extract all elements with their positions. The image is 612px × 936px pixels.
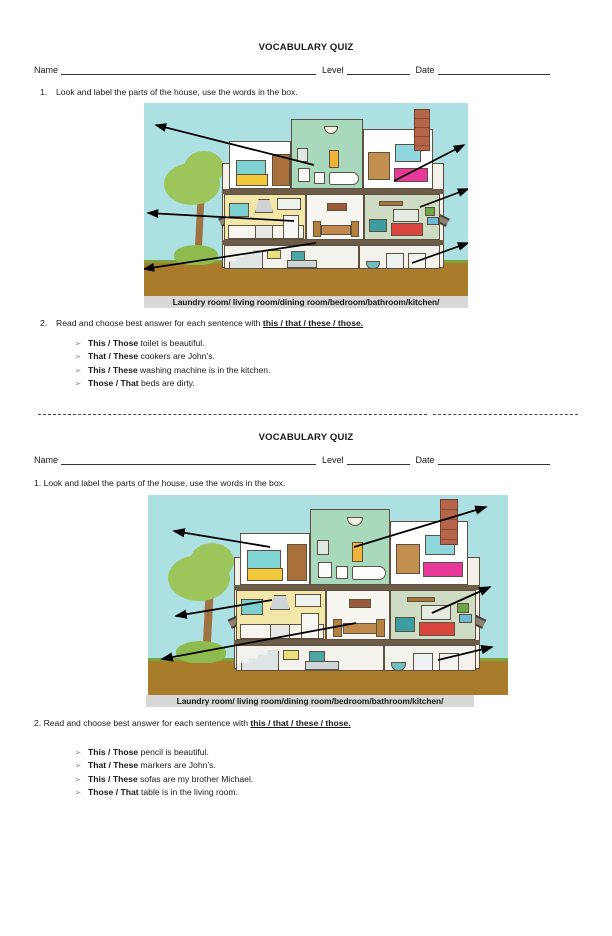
yellow-bed-1: [236, 174, 268, 186]
house-illustration-1: [144, 103, 468, 296]
date-input-2[interactable]: [438, 455, 550, 465]
page-separator: [38, 406, 578, 423]
dresser-1: [368, 152, 390, 180]
kitchen-window-1: [229, 203, 249, 217]
attic-bedroom-1: [229, 141, 291, 189]
basement-office-2: [236, 645, 384, 671]
page-title-1: VOCABULARY QUIZ: [258, 42, 354, 53]
list-item[interactable]: [68, 337, 578, 350]
task-2-emphasis-1: this / that / these / those.: [262, 318, 364, 328]
dining-table-1: [321, 225, 351, 235]
kitchen-1: [224, 194, 306, 240]
sentence-options[interactable]: This / Those: [88, 338, 139, 348]
wall-picture-1: [267, 250, 281, 259]
washing-machine-2: [413, 653, 433, 671]
name-label-2: Name: [34, 455, 59, 465]
dryer-2: [439, 653, 459, 671]
student-info-row-2: [34, 455, 578, 465]
list-item[interactable]: [68, 786, 578, 799]
dining-chair-left-1: [313, 221, 321, 237]
task-1-number-1: 1.: [40, 87, 48, 97]
bullet-icon: ➢: [74, 788, 82, 798]
task-1-text-1: Look and label the parts of the house, use the words in the box.: [56, 87, 298, 97]
page-title-2: VOCABULARY QUIZ: [258, 432, 354, 443]
range-hood-1: [255, 199, 273, 213]
sentence-options[interactable]: This / Those: [88, 747, 139, 757]
laundry-basket-1: [366, 261, 380, 269]
chimney-2: [440, 499, 458, 545]
range-hood-2: [270, 595, 290, 610]
desk-1: [287, 260, 317, 268]
task-1-instruction-1: [34, 87, 578, 97]
bullet-icon: ➢: [74, 774, 82, 784]
bush-2: [176, 641, 226, 663]
floor-lamp-1: [427, 217, 439, 225]
house-illustration-2: [148, 495, 508, 695]
computer-monitor-1: [291, 251, 305, 261]
word-box-2: Laundry room/ living room/dining room/bedroom/bathroom/kitchen/: [146, 695, 474, 707]
sentence-text: table is in the living room.: [138, 787, 238, 798]
toilet-2: [336, 566, 348, 579]
yellow-bed-2: [247, 568, 283, 581]
computer-monitor-2: [309, 651, 325, 662]
bush-1: [174, 245, 218, 265]
staircase-1: [229, 250, 263, 269]
sentence-list-1: [68, 337, 578, 391]
ceiling-fan-1: [379, 201, 403, 206]
laundry-room-1: [359, 245, 440, 269]
bullet-icon: ➢: [74, 365, 82, 375]
bullet-icon: ➢: [74, 379, 82, 389]
task-1-number-2: 1.: [34, 478, 42, 488]
fridge-2: [301, 613, 319, 639]
level-label-2: Level: [322, 455, 344, 465]
list-item[interactable]: [68, 759, 578, 772]
television-2: [395, 617, 415, 632]
sentence-text: toilet is beautiful.: [138, 338, 205, 348]
list-item[interactable]: [68, 773, 578, 786]
living-room-2: [390, 590, 476, 640]
wall-picture-2: [283, 650, 299, 660]
bathroom-2: [310, 509, 390, 585]
towel-1: [329, 150, 339, 168]
dresser-2: [396, 544, 420, 574]
fridge-1: [283, 215, 299, 239]
tree-canopy-extra-1: [184, 151, 224, 185]
student-info-row-1: [34, 65, 578, 75]
chimney-1: [414, 109, 430, 151]
upper-cabinet-1: [277, 198, 301, 210]
task-2-instruction-1: [34, 318, 578, 328]
dining-table-2: [343, 623, 377, 634]
wall-mirror-1: [393, 209, 419, 222]
level-label-1: Level: [322, 65, 344, 75]
bathtub-1: [329, 172, 359, 185]
sentence-text: markers are John’s.: [138, 760, 216, 771]
task-2-instruction-2: [34, 718, 578, 728]
sofa-2: [419, 622, 455, 636]
tree-canopy-extra-2: [190, 543, 234, 579]
date-label-1: Date: [415, 65, 435, 75]
chandelier-1: [327, 203, 347, 211]
sofa-1: [391, 223, 423, 236]
list-item[interactable]: [68, 364, 578, 377]
ceiling-fan-2: [407, 597, 435, 602]
bullet-icon: ➢: [74, 761, 82, 771]
basement-office-1: [224, 245, 359, 269]
name-label-1: Name: [34, 65, 59, 75]
plant-1: [425, 207, 435, 216]
television-1: [369, 219, 387, 232]
living-room-1: [364, 194, 440, 240]
chandelier-2: [349, 599, 371, 608]
bullet-icon: ➢: [74, 748, 82, 757]
laundry-room-2: [384, 645, 476, 671]
list-item[interactable]: [68, 746, 578, 759]
level-input-1[interactable]: [347, 65, 410, 75]
dining-chair-right-2: [376, 619, 385, 637]
sentence-options[interactable]: This / These: [88, 364, 138, 375]
list-item[interactable]: [68, 350, 578, 363]
task-2-number-2: 2.: [34, 718, 42, 728]
bed-1: [394, 168, 428, 182]
sentence-text: pencil is beautiful.: [138, 747, 209, 757]
level-input-2[interactable]: [347, 455, 410, 465]
name-input-2[interactable]: [61, 455, 316, 465]
task-1-text-2: Look and label the parts of the house, use the words in the box.: [43, 478, 286, 488]
task-1-instruction-2: [34, 478, 578, 488]
attic-bedroom-2: [240, 533, 310, 585]
pendant-lamp-2: [347, 517, 363, 526]
sink-2: [318, 562, 332, 578]
separator-right: [433, 414, 578, 415]
bathroom-1: [291, 119, 363, 189]
task-2-text-2: Read and choose best answer for each sentence with: [43, 718, 251, 728]
bullet-icon: ➢: [74, 339, 82, 348]
sentence-options[interactable]: That / These: [88, 760, 139, 771]
wall-mirror-2: [421, 605, 451, 620]
plant-2: [457, 603, 469, 613]
sentence-options[interactable]: This / These: [88, 773, 138, 784]
dining-chair-right-1: [351, 221, 359, 237]
sentence-text: beds are dirty.: [138, 378, 195, 389]
stove-1: [255, 225, 273, 239]
upper-cabinet-2: [295, 594, 321, 607]
washing-machine-1: [386, 253, 404, 269]
dining-room-2: [326, 590, 390, 640]
sink-1: [298, 168, 310, 182]
list-item[interactable]: [68, 377, 578, 390]
sentence-options[interactable]: That / These: [88, 351, 139, 362]
pendant-lamp-1: [324, 126, 338, 134]
bed-2: [423, 562, 463, 577]
task-2-number-1: 2.: [40, 318, 48, 328]
task-2-emphasis-2: this / that / these / those.: [250, 718, 351, 728]
quiz-section-2: [34, 432, 578, 800]
sentence-list-2: [68, 746, 578, 800]
mirror-1: [297, 148, 308, 162]
separator-left: [38, 414, 427, 415]
wardrobe-2: [287, 544, 307, 581]
stove-2: [270, 624, 290, 639]
dryer-1: [408, 253, 426, 269]
sentence-text: sofas are my brother Michael.: [137, 773, 254, 784]
kitchen-2: [236, 590, 326, 640]
date-input-1[interactable]: [438, 65, 550, 75]
task-2-text-1: Read and choose best answer for each sentence with: [56, 318, 263, 328]
toilet-1: [314, 172, 325, 184]
dining-room-1: [306, 194, 364, 240]
sentence-text: washing machine is in the kitchen.: [137, 364, 271, 375]
sentence-options[interactable]: Those / That: [88, 787, 139, 798]
kitchen-window-2: [241, 599, 263, 615]
towel-2: [352, 542, 363, 562]
desk-2: [305, 661, 339, 670]
laundry-basket-2: [391, 662, 406, 671]
wardrobe-1: [272, 154, 290, 186]
quiz-section-1: [34, 42, 578, 391]
sentence-options[interactable]: Those / That: [88, 378, 139, 389]
bullet-icon: ➢: [74, 352, 82, 362]
word-box-1: Laundry room/ living room/dining room/bedroom/bathroom/kitchen/: [144, 296, 468, 308]
sentence-text: cookers are John’s.: [138, 351, 215, 362]
date-label-2: Date: [415, 455, 435, 465]
dining-chair-left-2: [333, 619, 342, 637]
mirror-2: [317, 540, 329, 555]
name-input-1[interactable]: [61, 65, 316, 75]
floor-lamp-2: [459, 614, 472, 623]
bathtub-2: [352, 566, 386, 580]
staircase-2: [241, 650, 279, 671]
